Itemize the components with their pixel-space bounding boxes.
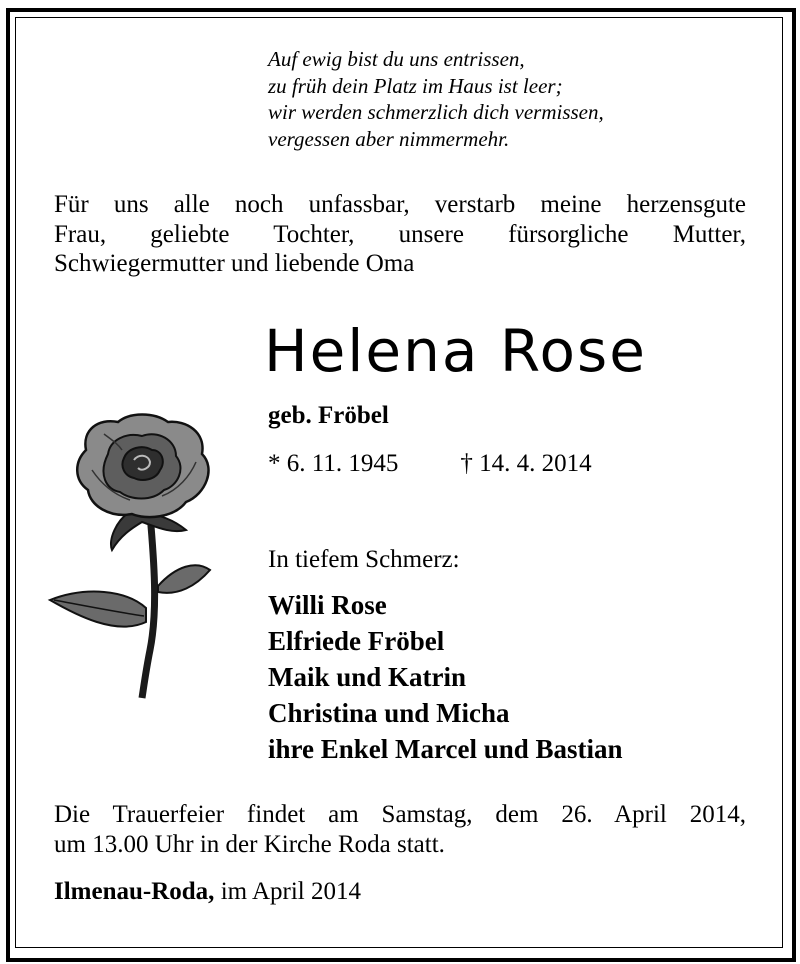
mourner-name: Maik und Katrin [268,662,467,692]
place-location: Ilmenau-Roda, [54,878,215,905]
place-date: im April 2014 [214,878,361,905]
mourner-name: Willi Rose [268,590,387,620]
maiden-name: geb. Fröbel [268,402,389,429]
birth-date: * 6. 11. 1945 [268,450,399,477]
ceremony-line: Die Trauerfeier findet am Samstag, dem 26. April 2014, [54,801,746,828]
poem-line: vergessen aber nimmermehr. [268,126,510,151]
mourner-list [268,587,623,767]
poem [268,46,604,152]
poem-line: wir werden schmerzlich dich vermissen, [268,100,604,124]
intro-text [54,190,746,279]
mourning-heading: In tiefem Schmerz: [268,546,460,573]
intro-line: Schwiegermutter und liebende Oma [54,250,415,277]
mourner-name: ihre Enkel Marcel und Bastian [268,734,623,764]
intro-line: Frau, geliebte Tochter, unsere fürsorgliche Mutter, [54,220,746,248]
life-dates [268,450,592,478]
intro-line: Für uns alle noch unfassbar, verstarb meine herzensgute [54,191,746,218]
ceremony-text [54,800,746,860]
rose-icon [46,410,236,700]
deceased-name: Helena Rose [264,317,647,385]
rose-leaf-right [158,565,210,593]
poem-line: Auf ewig bist du uns entrissen, [268,47,525,71]
death-date: † 14. 4. 2014 [460,450,592,477]
place-and-date [54,878,361,906]
rose-leaf-left [50,592,146,627]
ceremony-line: um 13.00 Uhr in der Kirche Roda statt. [54,831,445,858]
poem-line: zu früh dein Platz im Haus ist leer; [268,73,563,98]
mourner-name: Elfriede Fröbel [268,626,445,656]
mourner-name: Christina und Micha [268,698,510,728]
